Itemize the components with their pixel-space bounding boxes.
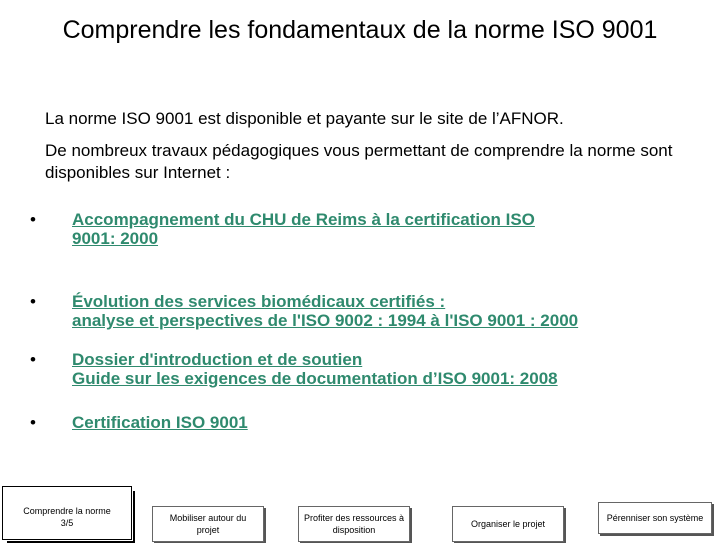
nav-tab-ressources[interactable]	[298, 506, 410, 542]
link-certification-iso[interactable]	[72, 413, 682, 432]
nav-tab-page: 3/5	[60, 518, 74, 528]
nav-tab-label: Mobiliser autour du	[169, 513, 247, 523]
bottom-navigation	[0, 488, 720, 540]
nav-tab-comprendre-la-norme[interactable]	[2, 486, 132, 540]
link-line: Certification ISO 9001	[72, 413, 248, 432]
intro-paragraph: La norme ISO 9001 est disponible et payante sur le site de l’AFNOR.	[45, 109, 564, 128]
nav-tab-perenniser[interactable]	[598, 502, 712, 534]
nav-tab-label: Profiter des ressources à	[303, 513, 405, 523]
nav-tab-label: disposition	[332, 525, 376, 535]
link-line: Dossier d'introduction et de soutien	[72, 350, 363, 369]
page-title: Comprendre les fondamentaux de la norme ISO 9001	[62, 16, 658, 44]
nav-tab-label: Comprendre la norme	[23, 506, 111, 516]
nav-tab-organiser[interactable]	[452, 506, 564, 542]
link-line: Guide sur les exigences de documentation d’ISO 9001: 2008	[72, 369, 558, 388]
bullet-icon: •	[30, 413, 36, 432]
bullet-icon: •	[30, 292, 36, 311]
link-line: 9001: 2000	[72, 229, 159, 248]
nav-tab-mobiliser[interactable]	[152, 506, 264, 542]
link-chu-reims[interactable]	[72, 210, 682, 248]
nav-tab-label: projet	[196, 525, 220, 535]
nav-tab-label: Pérenniser son système	[606, 513, 704, 523]
link-dossier-introduction[interactable]	[72, 350, 682, 388]
bullet-icon: •	[30, 350, 36, 369]
link-evolution-services-biomedicaux[interactable]	[72, 292, 682, 330]
link-line: Évolution des services biomédicaux certifiés :	[72, 292, 446, 311]
link-line: analyse et perspectives de l'ISO 9002 : 1994 à l'ISO 9001 : 2000	[72, 311, 579, 330]
bullet-icon: •	[30, 210, 36, 229]
link-line: Accompagnement du CHU de Reims à la certification ISO	[72, 210, 535, 229]
resources-paragraph: De nombreux travaux pédagogiques vous permettant de comprendre la norme sont disponibles sur Internet :	[45, 141, 673, 182]
nav-tab-label: Organiser le projet	[470, 519, 546, 529]
